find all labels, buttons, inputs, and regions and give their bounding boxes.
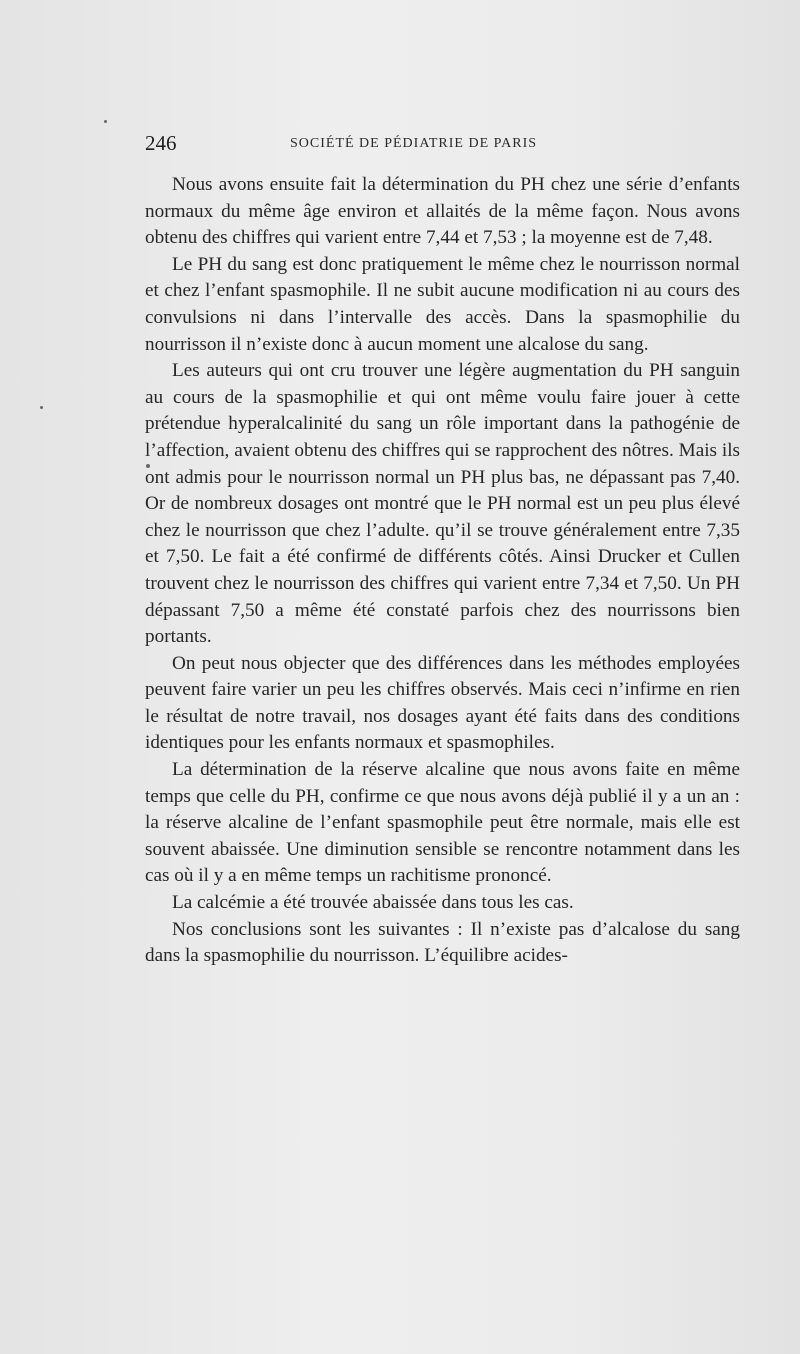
page-header <box>145 131 740 161</box>
paragraph-3: Les auteurs qui ont cru trouver une légère augmentation du PH sanguin au cours de la spasmophilie et qui ont même voulu faire jouer à cette prétendue hyperalcalinité du sang un rôle important dans la pathogénie de l’affection, avaient obtenu des chiffres qui se rapprochent des nôtres. Mais ils ont admis pour le nourrisson normal un PH plus bas, ne dépassant pas 7,40. Or de nombreux dosages ont montré que le PH normal est un peu plus élevé chez le nourrisson que chez l’adulte. qu’il se trouve généralement entre 7,35 et 7,50. Le fait a été confirmé de différents côtés. Ainsi Drucker et Cullen trouvent chez le nourrisson des chiffres qui varient entre 7,34 et 7,50. Un PH dépassant 7,50 a même été constaté parfois chez des nourrissons bien portants. <box>145 360 740 648</box>
paper-speck <box>104 120 107 123</box>
paper-speck <box>40 406 43 409</box>
paragraph-5: La détermination de la réserve alcaline que nous avons faite en même temps que celle du PH, confirme ce que nous avons déjà publié il y a un an : la réserve alcaline de l’enfant spasmophile peut être normale, mais elle est souvent abaissée. Une diminution sensible se rencontre notamment dans les cas où il y a en même temps un rachitisme prononcé. <box>145 759 740 887</box>
paragraph-4: On peut nous objecter que des différences dans les méthodes employées peuvent faire varier un peu les chiffres observés. Mais ceci n’infirme en rien le résultat de notre travail, nos dosages ayant été faits dans des conditions identiques pour les enfants normaux et spasmophiles. <box>145 652 740 754</box>
paragraph-2: Le PH du sang est donc pratiquement le même chez le nourrisson normal et chez l’enfant spasmophile. Il ne subit aucune modification ni au cours des convulsions ni dans l’intervalle des accès. Dans la spasmophilie du nourrisson il n’existe donc à aucun moment une alcalose du sang. <box>145 253 740 355</box>
paragraph-1: Nous avons ensuite fait la détermination du PH chez une série d’enfants normaux du même âge environ et allaités de la même façon. Nous avons obtenu des chiffres qui varient entre 7,44 et 7,53 ; la moyenne est de 7,48. <box>145 174 740 249</box>
page-number: 246 <box>145 131 177 155</box>
paragraph-7: Nos conclusions sont les suivantes : Il n’existe pas d’alcalose du sang dans la spasmophilie du nourrisson. L’équilibre acides- <box>145 918 740 967</box>
paragraph-6: La calcémie a été trouvée abaissée dans tous les cas. <box>172 892 574 914</box>
body-text <box>145 172 740 970</box>
running-title: SOCIÉTÉ DE PÉDIATRIE DE PARIS <box>290 136 538 151</box>
